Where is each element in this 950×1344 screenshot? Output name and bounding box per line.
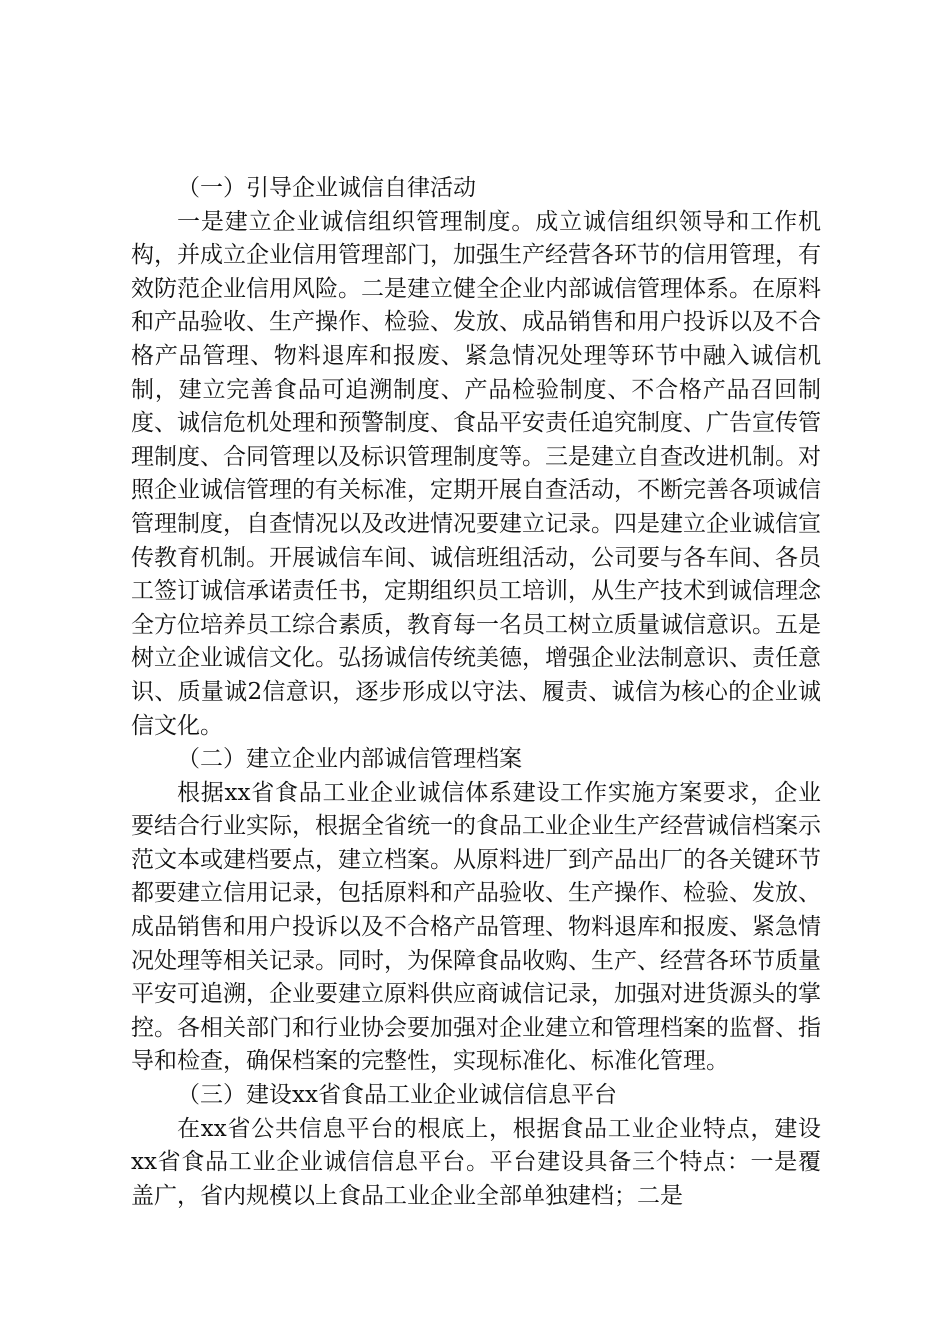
- section-heading-2: （二）建立企业内部诚信管理档案: [177, 746, 522, 773]
- section-paragraph-2: 根据xx省食品工业企业诚信体系建设工作实施方案要求，企业要结合行业实际，根据全省统一的食品工业企业生产经营诚信档案示范文本或建档要点，建立档案。从原料进厂到产品出厂的各关键环节都要建立信用记录，包括原料和产品验收、生产操作、检验、发放、成品销售和用户投诉以及不合格产品管理、物料退库和报废、紧急情况处理等相关记录。同时，为保障食品收购、生产、经营各环节质量平安可追溯，企业要建立原料供应商诚信记录，加强对进货源头的掌控。各相关部门和行业协会要加强对企业建立和管理档案的监督、指导和检查，确保档案的完整性，实现标准化、标准化管理。: [131, 779, 821, 1075]
- section-heading-3: （三）建设xx省食品工业企业诚信信息平台: [177, 1082, 617, 1109]
- section-paragraph-1: 一是建立企业诚信组织管理制度。成立诚信组织领导和工作机构，并成立企业信用管理部门，加强生产经营各环节的信用管理，有效防范企业信用风险。二是建立健全企业内部诚信管理体系。在原料和产品验收、生产操作、检验、发放、成品销售和用户投诉以及不合格产品管理、物料退库和报废、紧急情况处理等环节中融入诚信机制，建立完善食品可追溯制度、产品检验制度、不合格产品召回制度、诚信危机处理和预警制度、食品平安责任追究制度、广告宣传管理制度、合同管理以及标识管理制度等。三是建立自查改进机制。对照企业诚信管理的有关标准，定期开展自查活动，不断完善各项诚信管理制度，自查情况以及改进情况要建立记录。四是建立企业诚信宣传教育机制。开展诚信车间、诚信班组活动，公司要与各车间、各员工签订诚信承诺责任书，定期组织员工培训，从生产技术到诚信理念全方位培养员工综合素质，教育每一名员工树立质量诚信意识。五是树立企业诚信文化。弘扬诚信传统美德，增强企业法制意识、责任意识、质量诚2信意识，逐步形成以守法、履责、诚信为核心的企业诚信文化。: [131, 208, 821, 739]
- document-body: [131, 172, 821, 1213]
- section-paragraph-3: 在xx省公共信息平台的根底上，根据食品工业企业特点，建设xx省食品工业企业诚信信息平台。平台建设具备三个特点：一是覆盖广，省内规模以上食品工业企业全部单独建档；二是: [131, 1115, 821, 1209]
- section-heading-1: （一）引导企业诚信自律活动: [177, 175, 476, 201]
